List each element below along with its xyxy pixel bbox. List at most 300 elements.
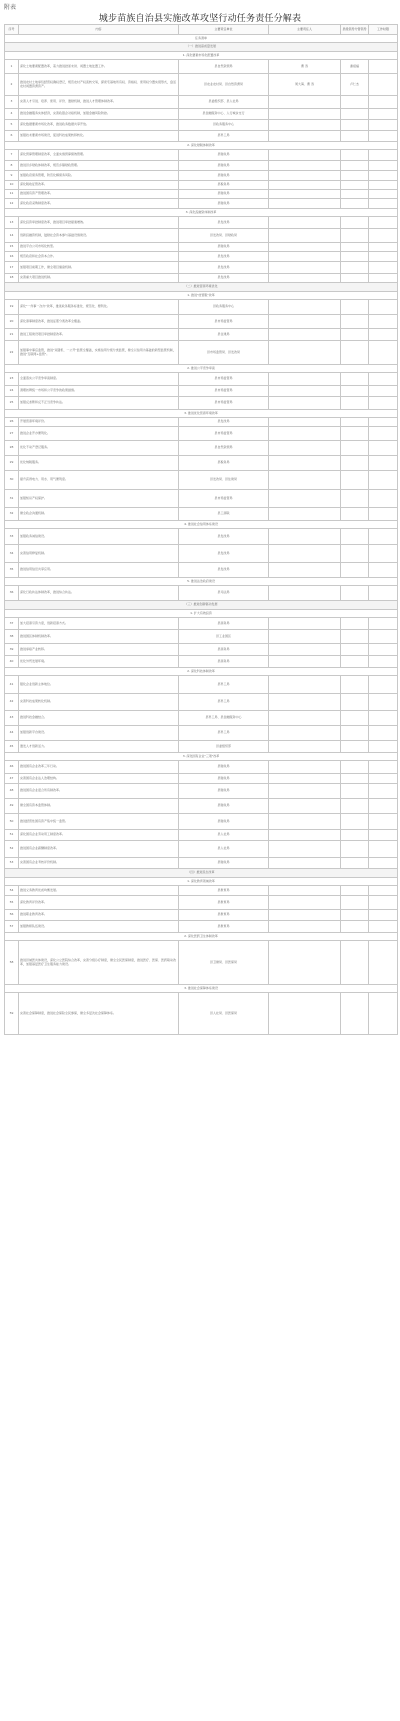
cell-no: 57	[5, 921, 19, 933]
subsection-heading	[5, 365, 398, 373]
cell-leader	[269, 694, 341, 711]
cell-no: 30	[5, 471, 19, 490]
cell-deadline	[369, 96, 398, 109]
cell-content: 深化税收征管改革。	[19, 181, 179, 190]
cell-content: 推进农村土地承包经营权确权登记，规范农村产权流转交易，探索宅基地所有权、资格权、使用权分置实现形式，盘活农村闲置资源资产。	[19, 74, 179, 96]
cell-leader	[269, 726, 341, 741]
section-label: 2. 深化财税体制改革	[5, 142, 398, 150]
table-row	[5, 471, 398, 490]
table-row	[5, 676, 398, 694]
cell-deadline	[369, 784, 398, 799]
section-heading	[5, 869, 398, 878]
cell-no: 9	[5, 171, 19, 181]
cell-content: 推进职业教育改革。	[19, 910, 179, 921]
cell-content: 健全国有资本监管体制。	[19, 799, 179, 814]
cell-county-leader	[341, 373, 369, 386]
cell-no: 18	[5, 274, 19, 283]
cell-deadline	[369, 586, 398, 601]
cell-deadline	[369, 243, 398, 252]
cell-leader	[269, 563, 341, 578]
cell-deadline	[369, 490, 398, 508]
cell-no: 12	[5, 199, 19, 209]
cell-no: 54	[5, 886, 19, 896]
cell-content: 推进金融服务实体经济，完善政银企对接机制，加强金融风险防控。	[19, 109, 179, 120]
cell-deadline	[369, 373, 398, 386]
cell-county-leader	[341, 199, 369, 209]
cell-deadline	[369, 229, 398, 243]
cell-no: 45	[5, 741, 19, 753]
cell-no: 39	[5, 644, 19, 656]
cell-content: 深化预算管理制度改革，全面实施预算绩效管理。	[19, 150, 179, 161]
task-table	[4, 24, 398, 1035]
cell-leader	[269, 161, 341, 171]
cell-leader	[269, 799, 341, 814]
table-row	[5, 529, 398, 545]
cell-county-leader	[341, 784, 369, 799]
cell-content: 深化政府采购制度改革。	[19, 199, 179, 209]
cell-no: 32	[5, 508, 19, 521]
cell-county-leader	[341, 830, 369, 841]
cell-county-leader	[341, 418, 369, 427]
cell-no: 4	[5, 109, 19, 120]
page-title: 城步苗族自治县实施改革攻坚行动任务责任分解表	[98, 14, 302, 24]
table-row	[5, 784, 398, 799]
table-row	[5, 993, 398, 1035]
cell-leader	[269, 529, 341, 545]
cell-leader	[269, 784, 341, 799]
table-row	[5, 171, 398, 181]
cell-content: 完善重大项目推进机制。	[19, 274, 179, 283]
cell-county-leader	[341, 171, 369, 181]
cell-deadline	[369, 618, 398, 630]
subsection-heading	[5, 985, 398, 993]
cell-content: 完善国有企业考核评价机制。	[19, 858, 179, 869]
cell-leader	[269, 761, 341, 774]
table-row	[5, 418, 398, 427]
cell-deadline	[369, 886, 398, 896]
cell-no: 7	[5, 150, 19, 161]
cell-content: 深化投资审批制度改革，推进项目审批提速增效。	[19, 217, 179, 229]
cell-deadline	[369, 150, 398, 161]
section-label: 1. 扩大有效投资	[5, 610, 398, 618]
table-row	[5, 274, 398, 283]
cell-leader	[269, 941, 341, 985]
table-row	[5, 427, 398, 441]
cell-no: 1	[5, 60, 19, 74]
cell-lead: 县自然资源局	[179, 441, 269, 456]
cell-content: 优化纳税服务。	[19, 456, 179, 471]
cell-leader	[269, 96, 341, 109]
cell-no: 13	[5, 217, 19, 229]
cell-content: 强化企业创新主体地位。	[19, 676, 179, 694]
cell-lead: 县科工局	[179, 694, 269, 711]
cell-lead: 县政务服务中心	[179, 300, 269, 315]
section-label: 1. 深化要素市场化配置改革	[5, 52, 398, 60]
table-row	[5, 74, 398, 96]
cell-content: 推进科技金融结合。	[19, 711, 179, 726]
cell-content: 推进县域医共体建设，深化公立医院综合改革，完善分级诊疗制度，健全全民医保制度，推进医疗、医保、医药联动改革，加强基层医疗卫生服务能力建设。	[19, 941, 179, 985]
cell-leader	[269, 921, 341, 933]
cell-leader	[269, 490, 341, 508]
cell-leader	[269, 120, 341, 131]
cell-content: 开展营商环境评价。	[19, 418, 179, 427]
cell-no: 25	[5, 397, 19, 410]
cell-content: 全面落实公平竞争审查制度。	[19, 373, 179, 386]
cell-deadline	[369, 630, 398, 644]
cell-deadline	[369, 993, 398, 1035]
cell-lead: 县科工局	[179, 131, 269, 142]
cell-county-leader	[341, 161, 369, 171]
cell-county-leader	[341, 726, 369, 741]
cell-deadline	[369, 545, 398, 563]
cell-no: 27	[5, 427, 19, 441]
table-row	[5, 217, 398, 229]
cell-county-leader	[341, 190, 369, 199]
cell-leader	[269, 586, 341, 601]
cell-no: 41	[5, 676, 19, 694]
cell-county-leader	[341, 814, 369, 830]
cell-no: 20	[5, 315, 19, 329]
table-row	[5, 243, 398, 252]
cell-lead: 县财政局	[179, 784, 269, 799]
cell-lead: 县财政局	[179, 799, 269, 814]
cell-content: 推进企业开办便利化。	[19, 427, 179, 441]
section-label: 任务清单	[5, 35, 398, 43]
cell-county-leader	[341, 427, 369, 441]
subsection-heading	[5, 668, 398, 676]
cell-deadline	[369, 109, 398, 120]
table-row	[5, 229, 398, 243]
cell-content: 加强项目前期工作，健全项目储备机制。	[19, 262, 179, 274]
cell-deadline	[369, 656, 398, 668]
cell-content: 深化教育评价改革。	[19, 896, 179, 910]
cell-no: 28	[5, 441, 19, 456]
cell-leader	[269, 229, 341, 243]
section-label: 5. 推进法治政府建设	[5, 578, 398, 586]
cell-content: 加强事中事后监管，推进"双随机、一公开"监管全覆盖，实施信用分级分类监管，健全以信用为基础的新型监管机制，推进"互联网+监管"。	[19, 341, 179, 365]
cell-leader	[269, 171, 341, 181]
cell-leader	[269, 262, 341, 274]
cell-content: 推进经营性国有资产集中统一监管。	[19, 814, 179, 830]
cell-no: 46	[5, 761, 19, 774]
cell-county-leader	[341, 993, 369, 1035]
table-row	[5, 644, 398, 656]
cell-lead: 县委组织部、县人社局	[179, 96, 269, 109]
cell-deadline	[369, 456, 398, 471]
cell-leader	[269, 830, 341, 841]
subsection-heading	[5, 209, 398, 217]
cell-no: 58	[5, 941, 19, 985]
cell-content: 加强政府债务管理，防范化解债务风险。	[19, 171, 179, 181]
cell-lead: 县财政局	[179, 171, 269, 181]
section-label: （三）推进创新驱动发展	[5, 601, 398, 610]
table-row	[5, 830, 398, 841]
cell-leader	[269, 199, 341, 209]
cell-content: 完善信用修复机制。	[19, 545, 179, 563]
cell-deadline	[369, 841, 398, 858]
cell-lead: 县财政局	[179, 150, 269, 161]
task-list-tag	[5, 35, 398, 43]
cell-lead: 县财政局	[179, 774, 269, 784]
cell-no: 15	[5, 243, 19, 252]
cell-deadline	[369, 694, 398, 711]
cell-no: 51	[5, 830, 19, 841]
table-row	[5, 181, 398, 190]
cell-leader	[269, 618, 341, 630]
cell-lead: 县教育局	[179, 886, 269, 896]
cell-deadline	[369, 262, 398, 274]
cell-leader	[269, 456, 341, 471]
cell-deadline	[369, 799, 398, 814]
subsection-heading	[5, 578, 398, 586]
cell-no: 17	[5, 262, 19, 274]
cell-lead: 县市场监管局、县发改局	[179, 341, 269, 365]
section-label: 2. 深化医药卫生体制改革	[5, 933, 398, 941]
cell-county-leader	[341, 252, 369, 262]
cell-county-leader	[341, 229, 369, 243]
cell-lead: 县发改局	[179, 563, 269, 578]
cell-county-leader	[341, 761, 369, 774]
cell-content: 完善社会保障制度，推进社会保险全民参保，健全多层次社会保障体系。	[19, 993, 179, 1035]
cell-deadline	[369, 131, 398, 142]
cell-county-leader	[341, 441, 369, 456]
cell-leader	[269, 993, 341, 1035]
cell-content: 加强创新平台建设。	[19, 726, 179, 741]
cell-leader	[269, 243, 341, 252]
cell-lead: 县科工局	[179, 726, 269, 741]
section-label: 2. 推进公平竞争审查	[5, 365, 398, 373]
section-label: 3. 推进社会保障体系建设	[5, 985, 398, 993]
cell-deadline	[369, 761, 398, 774]
cell-deadline	[369, 563, 398, 578]
cell-county-leader	[341, 315, 369, 329]
header-content: 内容	[19, 25, 179, 35]
cell-deadline	[369, 181, 398, 190]
cell-county-leader	[341, 774, 369, 784]
cell-no: 33	[5, 529, 19, 545]
cell-leader	[269, 150, 341, 161]
table-row	[5, 586, 398, 601]
table-row	[5, 150, 398, 161]
section-label: 4. 推进社会信用体系建设	[5, 521, 398, 529]
cell-no: 22	[5, 341, 19, 365]
cell-content: 推进县乡财政体制改革，规范乡镇财政管理。	[19, 161, 179, 171]
cell-deadline	[369, 60, 398, 74]
cell-county-leader	[341, 329, 369, 341]
cell-lead: 县财政局	[179, 161, 269, 171]
cell-lead: 县卫健局、县医保局	[179, 941, 269, 985]
cell-county-leader	[341, 921, 369, 933]
section-label: 1. 推进"放管服"改革	[5, 292, 398, 300]
cell-deadline	[369, 644, 398, 656]
table-row	[5, 814, 398, 830]
cell-leader	[269, 131, 341, 142]
cell-county-leader	[341, 243, 369, 252]
cell-content: 提升获得电力、用水、用气便利度。	[19, 471, 179, 490]
subsection-heading	[5, 753, 398, 761]
table-row	[5, 563, 398, 578]
cell-deadline	[369, 120, 398, 131]
cell-leader	[269, 427, 341, 441]
cell-lead: 县市场监管局	[179, 397, 269, 410]
cell-no: 37	[5, 618, 19, 630]
cell-county-leader: 卢仁杰	[341, 74, 369, 96]
table-row	[5, 456, 398, 471]
cell-leader	[269, 300, 341, 315]
cell-no: 47	[5, 774, 19, 784]
header-county-leader: 县级领导分管领导	[341, 25, 369, 35]
cell-leader	[269, 252, 341, 262]
cell-county-leader	[341, 397, 369, 410]
cell-content: 完善国有企业法人治理结构。	[19, 774, 179, 784]
cell-county-leader	[341, 456, 369, 471]
cell-no: 10	[5, 181, 19, 190]
cell-county-leader	[341, 181, 369, 190]
header-deadline: 工作时限	[369, 25, 398, 35]
table-row	[5, 630, 398, 644]
table-row	[5, 858, 398, 869]
cell-content: 清理妨碍统一市场和公平竞争的政策措施。	[19, 386, 179, 397]
cell-deadline	[369, 315, 398, 329]
cell-lead: 县市场监管局	[179, 373, 269, 386]
cell-content: 深化数据要素市场化改革，推进政务数据共享开放。	[19, 120, 179, 131]
cell-deadline	[369, 529, 398, 545]
cell-deadline	[369, 741, 398, 753]
cell-content: 推进国有企业薪酬制度改革。	[19, 841, 179, 858]
cell-county-leader	[341, 630, 369, 644]
cell-deadline	[369, 508, 398, 521]
cell-deadline	[369, 471, 398, 490]
table-row	[5, 300, 398, 315]
table-row	[5, 618, 398, 630]
cell-content: 创新投融资机制，鼓励社会资本参与基础设施建设。	[19, 229, 179, 243]
table-header-row	[5, 25, 398, 35]
cell-leader	[269, 441, 341, 456]
cell-county-leader	[341, 694, 369, 711]
cell-leader: 周大海、曹 涛	[269, 74, 341, 96]
cell-no: 38	[5, 630, 19, 644]
cell-deadline	[369, 217, 398, 229]
cell-county-leader	[341, 586, 369, 601]
cell-leader	[269, 373, 341, 386]
table-body	[5, 35, 398, 1035]
cell-content: 深化土地要素配置改革，着力推进批而未供、闲置土地处置工作。	[19, 60, 179, 74]
cell-county-leader	[341, 386, 369, 397]
cell-deadline	[369, 397, 398, 410]
cell-county-leader	[341, 910, 369, 921]
cell-deadline	[369, 711, 398, 726]
cell-content: 推进国有企业混合所有制改革。	[19, 784, 179, 799]
cell-leader	[269, 386, 341, 397]
cell-leader	[269, 841, 341, 858]
cell-leader	[269, 545, 341, 563]
cell-no: 35	[5, 563, 19, 578]
cell-deadline	[369, 921, 398, 933]
cell-deadline	[369, 676, 398, 694]
cell-leader	[269, 910, 341, 921]
table-row	[5, 799, 398, 814]
cell-lead: 县发改局	[179, 252, 269, 262]
cell-lead: 县科工局、县金融服务中心	[179, 711, 269, 726]
cell-lead: 县发改局	[179, 545, 269, 563]
cell-leader	[269, 329, 341, 341]
cell-county-leader	[341, 274, 369, 283]
cell-lead: 县人社局	[179, 830, 269, 841]
table-row	[5, 941, 398, 985]
cell-deadline	[369, 910, 398, 921]
cell-content: 完善人才引进、培养、使用、评价、激励机制，推进人才管理体制改革。	[19, 96, 179, 109]
table-row	[5, 96, 398, 109]
cell-county-leader	[341, 618, 369, 630]
cell-deadline	[369, 441, 398, 456]
annex-label: 附表	[4, 4, 17, 11]
cell-lead: 县教育局	[179, 910, 269, 921]
table-row	[5, 386, 398, 397]
cell-no: 8	[5, 161, 19, 171]
cell-lead: 县发改局	[179, 529, 269, 545]
cell-no: 6	[5, 131, 19, 142]
cell-leader	[269, 741, 341, 753]
cell-county-leader	[341, 508, 369, 521]
cell-no: 11	[5, 190, 19, 199]
cell-no: 23	[5, 373, 19, 386]
cell-leader	[269, 471, 341, 490]
table-row	[5, 508, 398, 521]
cell-content: 健全政企沟通机制。	[19, 508, 179, 521]
cell-leader	[269, 644, 341, 656]
cell-content: 激发人才创新活力。	[19, 741, 179, 753]
cell-lead: 县财政局	[179, 761, 269, 774]
cell-lead: 县科工局	[179, 676, 269, 694]
cell-lead: 县发改局	[179, 217, 269, 229]
cell-deadline	[369, 896, 398, 910]
section-label: 1. 深化教育领域改革	[5, 878, 398, 886]
cell-deadline	[369, 300, 398, 315]
cell-lead: 县税务局	[179, 456, 269, 471]
cell-lead: 县市场监管局	[179, 490, 269, 508]
section-heading	[5, 283, 398, 292]
cell-content: 加强政务诚信建设。	[19, 529, 179, 545]
cell-lead: 县自然资源局	[179, 60, 269, 74]
cell-content: 深化行政执法体制改革，推进综合执法。	[19, 586, 179, 601]
table-row	[5, 131, 398, 142]
cell-deadline	[369, 171, 398, 181]
section-label: 3. 推进优化营商环境改革	[5, 410, 398, 418]
cell-deadline	[369, 726, 398, 741]
cell-content: 完善科技成果转化机制。	[19, 694, 179, 711]
cell-leader	[269, 109, 341, 120]
cell-county-leader	[341, 529, 369, 545]
cell-no: 52	[5, 841, 19, 858]
table-row	[5, 741, 398, 753]
cell-leader	[269, 190, 341, 199]
cell-deadline	[369, 814, 398, 830]
cell-leader	[269, 774, 341, 784]
table-row	[5, 711, 398, 726]
cell-content: 加强知识产权保护。	[19, 490, 179, 508]
table-row	[5, 896, 398, 910]
cell-content: 推进义务教育优质均衡发展。	[19, 886, 179, 896]
table-row	[5, 774, 398, 784]
cell-no: 48	[5, 784, 19, 799]
cell-leader	[269, 397, 341, 410]
cell-no: 49	[5, 799, 19, 814]
cell-no: 44	[5, 726, 19, 741]
cell-content: 深化商事制度改革，推进证照分离改革全覆盖。	[19, 315, 179, 329]
cell-leader	[269, 656, 341, 668]
cell-no: 50	[5, 814, 19, 830]
cell-county-leader	[341, 644, 369, 656]
